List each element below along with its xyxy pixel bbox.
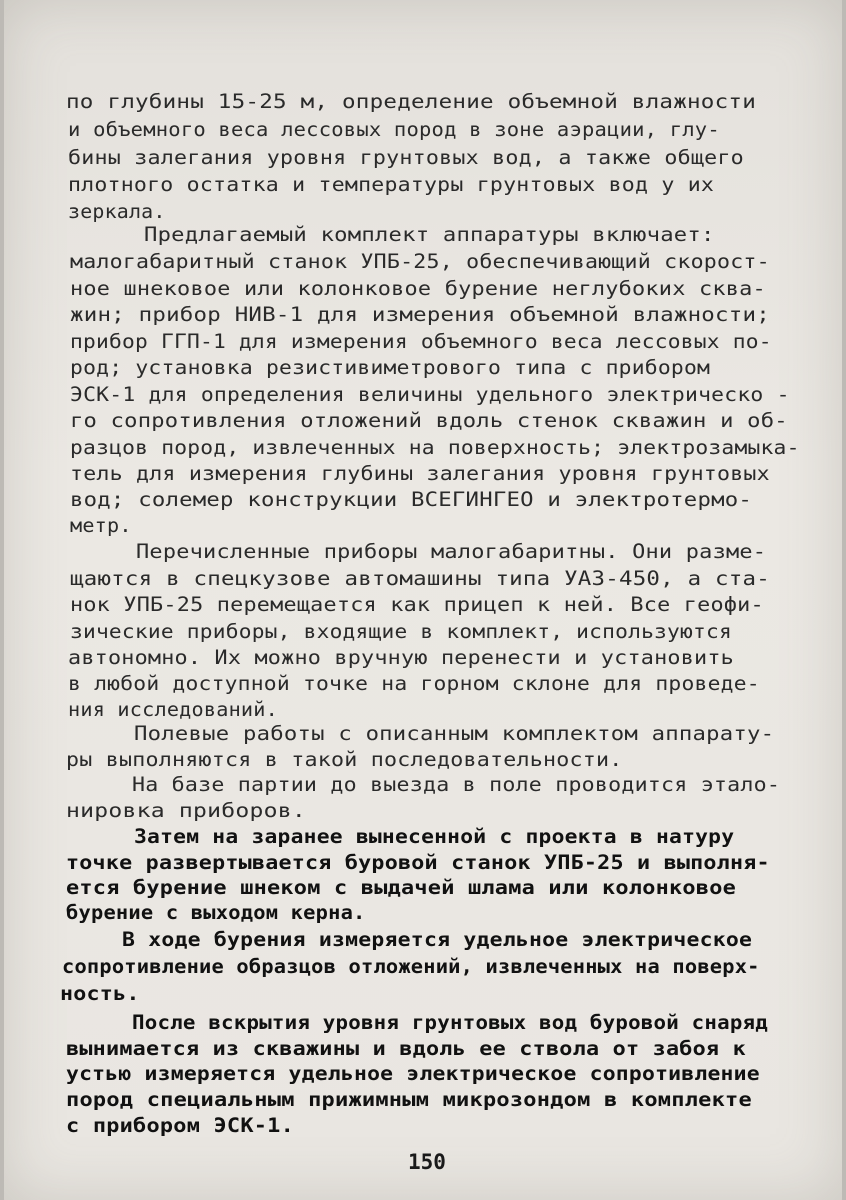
text-line: вод; солемер конструкции ВСЕГИНГЕО и электротермо- bbox=[70, 488, 752, 511]
text-line: ния исследований. bbox=[68, 698, 278, 721]
text-line: Перечисленные приборы малогабаритны. Они разме- bbox=[136, 540, 767, 563]
text-line: В ходе бурения измеряется удельное электрическое bbox=[122, 928, 753, 951]
text-line: сопротивление образцов отложений, извлеченных на поверх- bbox=[62, 955, 760, 978]
text-line: разцов пород, извлеченных на поверхность; электрозамыка- bbox=[70, 436, 800, 459]
text-line: щаются в спецкузове автомашины типа УАЗ-450, а ста- bbox=[70, 567, 770, 590]
text-line: нировка приборов. bbox=[66, 799, 306, 822]
text-line: нок УПБ-25 перемещается как прицеп к ней. Все геофи- bbox=[70, 593, 764, 616]
text-line: пород специальным прижимным микрозондом в комплекте bbox=[66, 1088, 752, 1111]
text-line: бурение с выходом керна. bbox=[66, 901, 366, 924]
text-line: с прибором ЭСК-1. bbox=[66, 1114, 294, 1137]
text-line: точке развертывается буровой станок УПБ-25 и выполня- bbox=[66, 851, 770, 874]
text-line: ность. bbox=[60, 982, 140, 1005]
text-line: ЭСК-1 для определения величины удельного электрическо - bbox=[70, 383, 790, 406]
text-line: ется бурение шнеком с выдачей шлама или колонковое bbox=[66, 876, 736, 899]
text-line: плотного остатка и температуры грунтовых вод у их bbox=[68, 173, 715, 196]
text-line: Предлагаемый комплект аппаратуры включает: bbox=[144, 223, 715, 246]
text-line: по глубины 15-25 м, определение объемной влажности bbox=[66, 90, 756, 113]
text-line: прибор ГГП-1 для измерения объемного веса лессовых по- bbox=[70, 330, 772, 353]
text-line: На базе партии до выезда в поле проводится этало- bbox=[132, 773, 781, 796]
document-page bbox=[4, 0, 842, 1200]
text-line: малогабаритный станок УПБ-25, обеспечивающий скорост- bbox=[70, 250, 770, 273]
text-line: и объемного веса лессовых пород в зоне аэрации, глу- bbox=[68, 118, 720, 141]
text-line: автономно. Их можно вручную перенести и установить bbox=[68, 646, 734, 669]
text-line: метр. bbox=[70, 514, 132, 537]
text-line: ры выполняются в такой последовательности. bbox=[66, 748, 623, 771]
text-line: го сопротивления отложений вдоль стенок скважин и об- bbox=[70, 409, 788, 432]
text-line: Затем на заранее вынесенной с проекта в натуру bbox=[134, 825, 735, 848]
text-line: зические приборы, входящие в комплект, используются bbox=[70, 620, 732, 643]
text-line: жин; прибор НИВ-1 для измерения объемной влажности; bbox=[70, 303, 770, 326]
page-number: 150 bbox=[408, 1150, 446, 1174]
text-line: ное шнековое или колонковое бурение неглубоких сква- bbox=[70, 277, 766, 300]
text-line: зеркала. bbox=[68, 200, 166, 223]
text-line: После вскрытия уровня грунтовых вод буровой снаряд bbox=[132, 1011, 769, 1034]
text-line: устью измеряется удельное электрическое сопротивление bbox=[66, 1062, 760, 1085]
text-line: в любой доступной точке на горном склоне для проведе- bbox=[68, 672, 760, 695]
text-line: бины залегания уровня грунтовых вод, а также общего bbox=[68, 146, 744, 169]
text-line: Полевые работы с описанным комплектом аппарату- bbox=[134, 722, 775, 745]
text-line: вынимается из скважины и вдоль ее ствола от забоя к bbox=[66, 1037, 746, 1060]
text-line: тель для измерения глубины залегания уровня грунтовых bbox=[70, 462, 770, 485]
text-line: род; установка резистивиметрового типа с прибором bbox=[70, 356, 711, 379]
